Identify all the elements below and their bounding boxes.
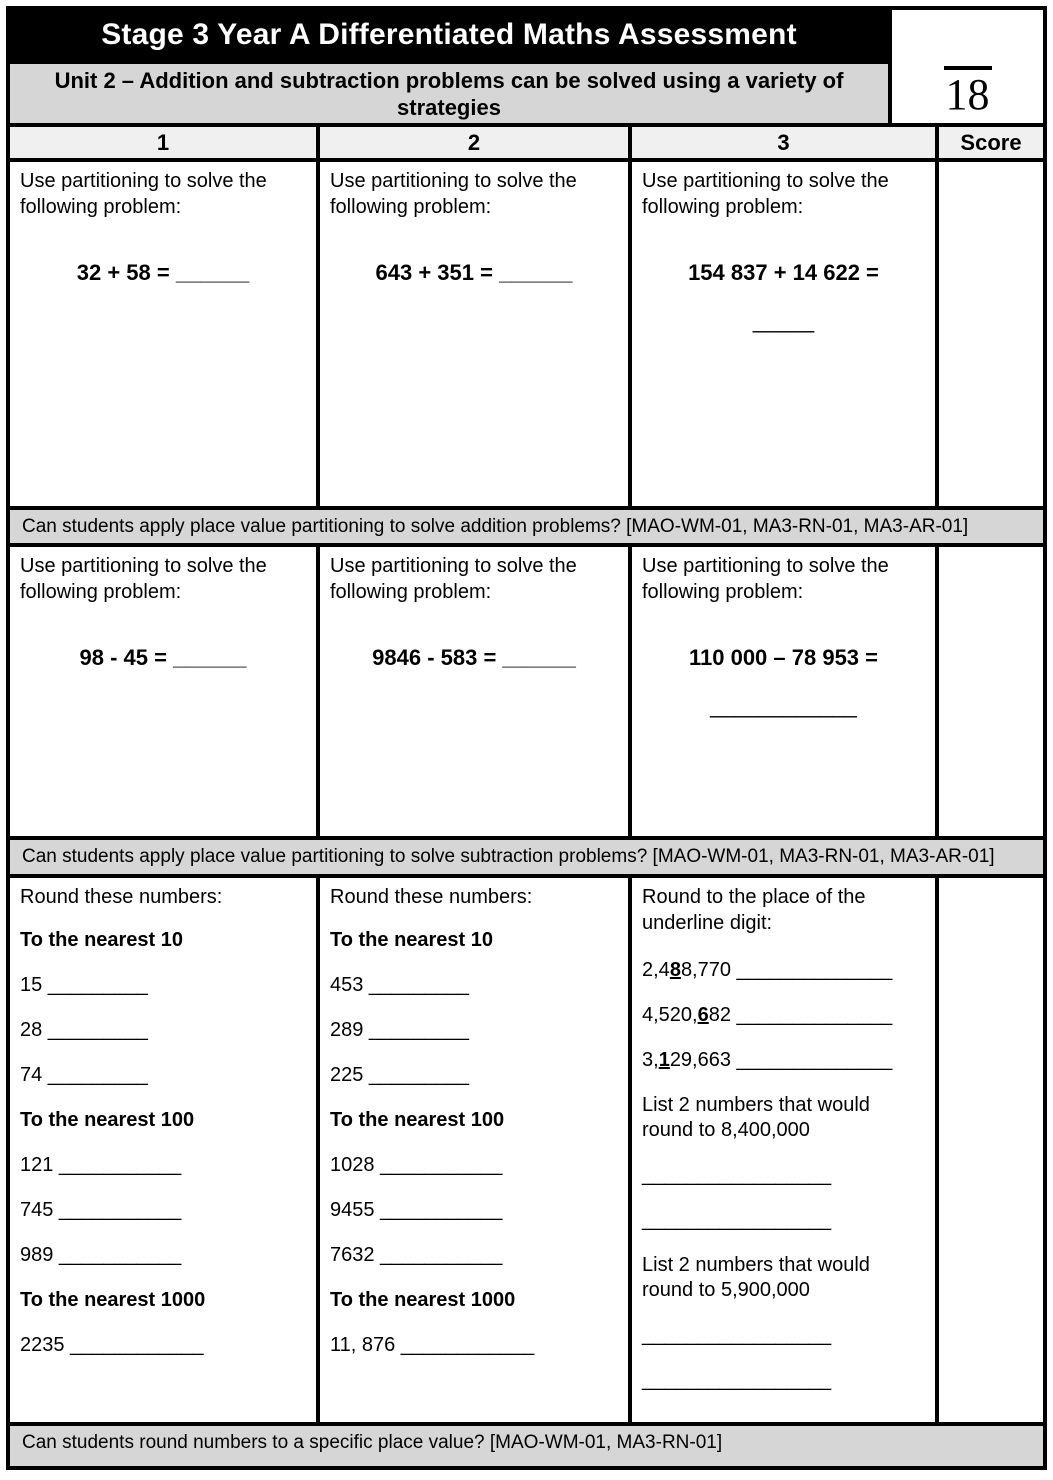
fill-in-line: To the nearest 10 [20, 929, 184, 951]
rounding-cell-2 [318, 876, 630, 1424]
rounding-cell-3 [630, 876, 937, 1424]
fill-in-line: 4,520,682 ______________ [642, 1004, 893, 1026]
rounding-lines [20, 928, 306, 1358]
fill-in-line: 3,129,663 ______________ [642, 1049, 893, 1071]
cell-heading: Round to the place of the underline digit: [642, 886, 866, 934]
question-prompt: Use partitioning to solve the following problem: [330, 555, 577, 603]
outcome-band-addition: Can students apply place value partitioning to solve addition problems? [MAO-WM-01, MA3-RN-01, MA3-AR-01] [8, 508, 1045, 545]
total-score-box [890, 8, 1045, 125]
fill-in-line: _________________ [642, 1324, 832, 1346]
cell-heading: Round these numbers: [330, 886, 533, 908]
subtraction-question-cell-1 [8, 545, 318, 838]
fill-in-line: _________________ [642, 1369, 832, 1391]
column-header-3: 3 [630, 125, 937, 160]
score-cell-row3 [937, 876, 1045, 1424]
rounding-lines [330, 928, 618, 1358]
fill-in-line: To the nearest 100 [20, 1109, 195, 1131]
total-score-value: 18 [945, 70, 990, 119]
fill-in-line: 1028 ___________ [330, 1154, 503, 1176]
page-title: Stage 3 Year A Differentiated Maths Assessment [8, 8, 890, 62]
fill-in-line: 15 _________ [20, 974, 148, 996]
fill-in-line: To the nearest 1000 [20, 1289, 206, 1311]
fill-in-line: _________________ [642, 1209, 832, 1231]
score-cell-row1 [937, 160, 1045, 508]
fill-in-line: 2,488,770 ______________ [642, 959, 893, 981]
fill-in-line: 2235 ____________ [20, 1334, 204, 1356]
equation: 9846 - 583 = ______ [372, 645, 576, 670]
subtraction-question-cell-3 [630, 545, 937, 838]
question-prompt: Use partitioning to solve the following problem: [642, 170, 889, 218]
fill-in-line: List 2 numbers that would round to 5,900,000 [642, 1254, 870, 1301]
addition-question-cell-2 [318, 160, 630, 508]
question-prompt: Use partitioning to solve the following problem: [642, 555, 889, 603]
question-prompt: Use partitioning to solve the following problem: [330, 170, 577, 218]
addition-question-cell-1 [8, 160, 318, 508]
fill-in-line: To the nearest 100 [330, 1109, 505, 1131]
outcome-band-rounding: Can students round numbers to a specific place value? [MAO-WM-01, MA3-RN-01] [8, 1424, 1045, 1468]
fill-in-line: 28 _________ [20, 1019, 148, 1041]
question-prompt: Use partitioning to solve the following problem: [20, 555, 267, 603]
fill-in-line: 7632 ___________ [330, 1244, 503, 1266]
equation: 154 837 + 14 622 = [688, 260, 879, 285]
column-header-2: 2 [318, 125, 630, 160]
fill-in-line: 453 _________ [330, 974, 470, 996]
question-prompt: Use partitioning to solve the following problem: [20, 170, 267, 218]
fill-in-line: 9455 ___________ [330, 1199, 503, 1221]
outcome-band-subtraction: Can students apply place value partitioning to solve subtraction problems? [MAO-WM-01, MA3-RN-01, MA3-AR-01] [8, 838, 1045, 876]
fill-in-line: 289 _________ [330, 1019, 470, 1041]
addition-question-cell-3 [630, 160, 937, 508]
fill-in-line: 74 _________ [20, 1064, 148, 1086]
cell-heading: Round these numbers: [20, 886, 223, 908]
fill-in-line: 989 ___________ [20, 1244, 182, 1266]
column-header-score: Score [937, 125, 1045, 160]
fill-in-line: To the nearest 10 [330, 929, 494, 951]
fill-in-line: List 2 numbers that would round to 8,400,000 [642, 1094, 870, 1141]
equation: 98 - 45 = ______ [79, 645, 247, 670]
fill-in-line: 11, 876 ____________ [330, 1334, 535, 1356]
fill-in-line: 121 ___________ [20, 1154, 182, 1176]
equation: 110 000 – 78 953 = [688, 645, 879, 670]
fill-in-line: _________________ [642, 1164, 832, 1186]
answer-blank-line: ____________ [710, 693, 857, 718]
equation: 32 + 58 = ______ [76, 260, 250, 285]
unit-banner: Unit 2 – Addition and subtraction problems can be solved using a variety of strategies [8, 62, 890, 125]
rounding-cell-1 [8, 876, 318, 1424]
rounding-lines [642, 958, 925, 1393]
fill-in-line: 225 _________ [330, 1064, 470, 1086]
answer-blank-line: _____ [752, 308, 815, 333]
subtraction-question-cell-2 [318, 545, 630, 838]
column-header-1: 1 [8, 125, 318, 160]
fill-in-line: To the nearest 1000 [330, 1289, 516, 1311]
score-cell-row2 [937, 545, 1045, 838]
fill-in-line: 745 ___________ [20, 1199, 182, 1221]
equation: 643 + 351 = ______ [375, 260, 573, 285]
